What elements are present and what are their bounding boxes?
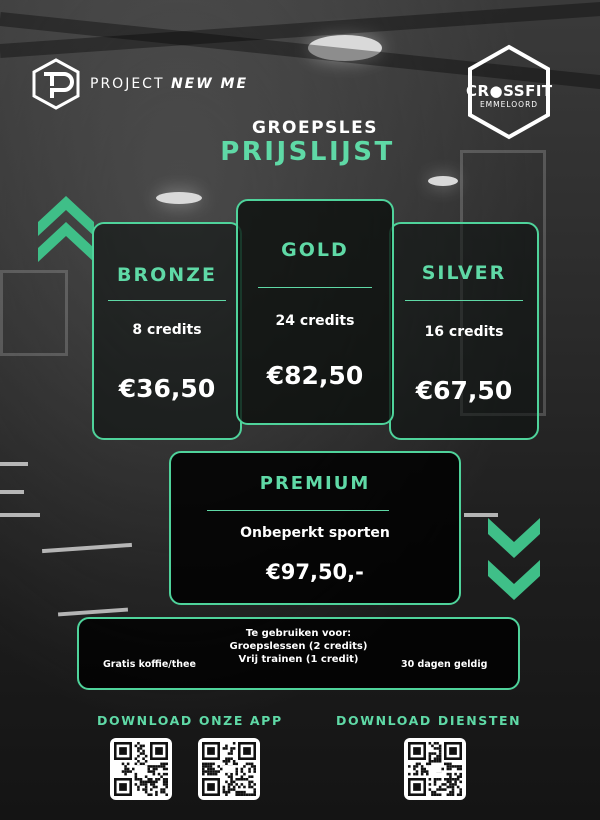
divider <box>258 287 372 288</box>
plan-credits: 24 credits <box>275 313 355 329</box>
validity-label: 30 dagen geldig <box>401 659 488 670</box>
plan-credits: 8 credits <box>132 322 202 338</box>
ceiling-lamp <box>156 192 202 204</box>
info-box <box>77 617 520 690</box>
floor-line <box>0 513 40 517</box>
brand-bold: NEW ME <box>170 76 249 92</box>
plan-card-bronze[interactable] <box>92 222 242 440</box>
plan-card-gold[interactable] <box>236 199 394 425</box>
crossfit-word: CR●SSFIT <box>466 82 553 100</box>
download-app-heading: DOWNLOAD ONZE APP <box>97 713 283 728</box>
qr-code-app-android[interactable] <box>198 738 260 800</box>
plan-credits: Onbeperkt sporten <box>240 525 390 541</box>
project-new-me-logo <box>30 58 248 110</box>
plan-name: GOLD <box>281 239 349 261</box>
chevron-down-icon <box>488 518 540 600</box>
qr-code-app-ios[interactable] <box>110 738 172 800</box>
floor-line <box>464 513 498 517</box>
plan-card-silver[interactable] <box>389 222 539 440</box>
download-services-heading: DOWNLOAD DIENSTEN <box>336 713 522 728</box>
usage-title: Te gebruiken voor: <box>245 628 352 639</box>
usage-group-classes: Groepslessen (2 credits) <box>229 641 368 652</box>
gym-window <box>0 270 68 356</box>
usage-free-training: Vrij trainen (1 credit) <box>238 654 359 665</box>
plan-price: €97,50,- <box>266 560 364 584</box>
plan-name: PREMIUM <box>259 473 371 494</box>
divider <box>108 300 226 301</box>
qr-code-icon <box>202 742 256 796</box>
plan-price: €82,50 <box>266 361 364 390</box>
plan-name: BRONZE <box>117 264 217 286</box>
qr-code-services[interactable] <box>404 738 466 800</box>
qr-code-icon <box>408 742 462 796</box>
floor-line <box>0 462 28 466</box>
free-coffee-label: Gratis koffie/thee <box>103 659 196 670</box>
floor-line <box>58 608 128 617</box>
ceiling-lamp <box>428 176 458 186</box>
floor-line <box>42 543 132 553</box>
chevron-up-icon <box>38 196 94 274</box>
project-new-me-logo-icon <box>30 58 82 110</box>
plan-credits: 16 credits <box>424 324 504 340</box>
heading-prijslijst: PRIJSLIJST <box>220 137 395 167</box>
plan-price: €67,50 <box>415 376 513 405</box>
divider <box>405 300 523 301</box>
floor-line <box>0 490 24 494</box>
heading-groepsles: GROEPSLES <box>251 118 378 138</box>
crossfit-location: EMMELOORD <box>479 100 539 109</box>
brand-name <box>90 76 248 92</box>
plan-card-premium[interactable] <box>169 451 461 605</box>
plan-name: SILVER <box>421 262 507 284</box>
plan-price: €36,50 <box>118 374 216 403</box>
divider <box>207 510 389 511</box>
qr-code-icon <box>114 742 168 796</box>
brand-prefix: PROJECT <box>90 76 171 92</box>
